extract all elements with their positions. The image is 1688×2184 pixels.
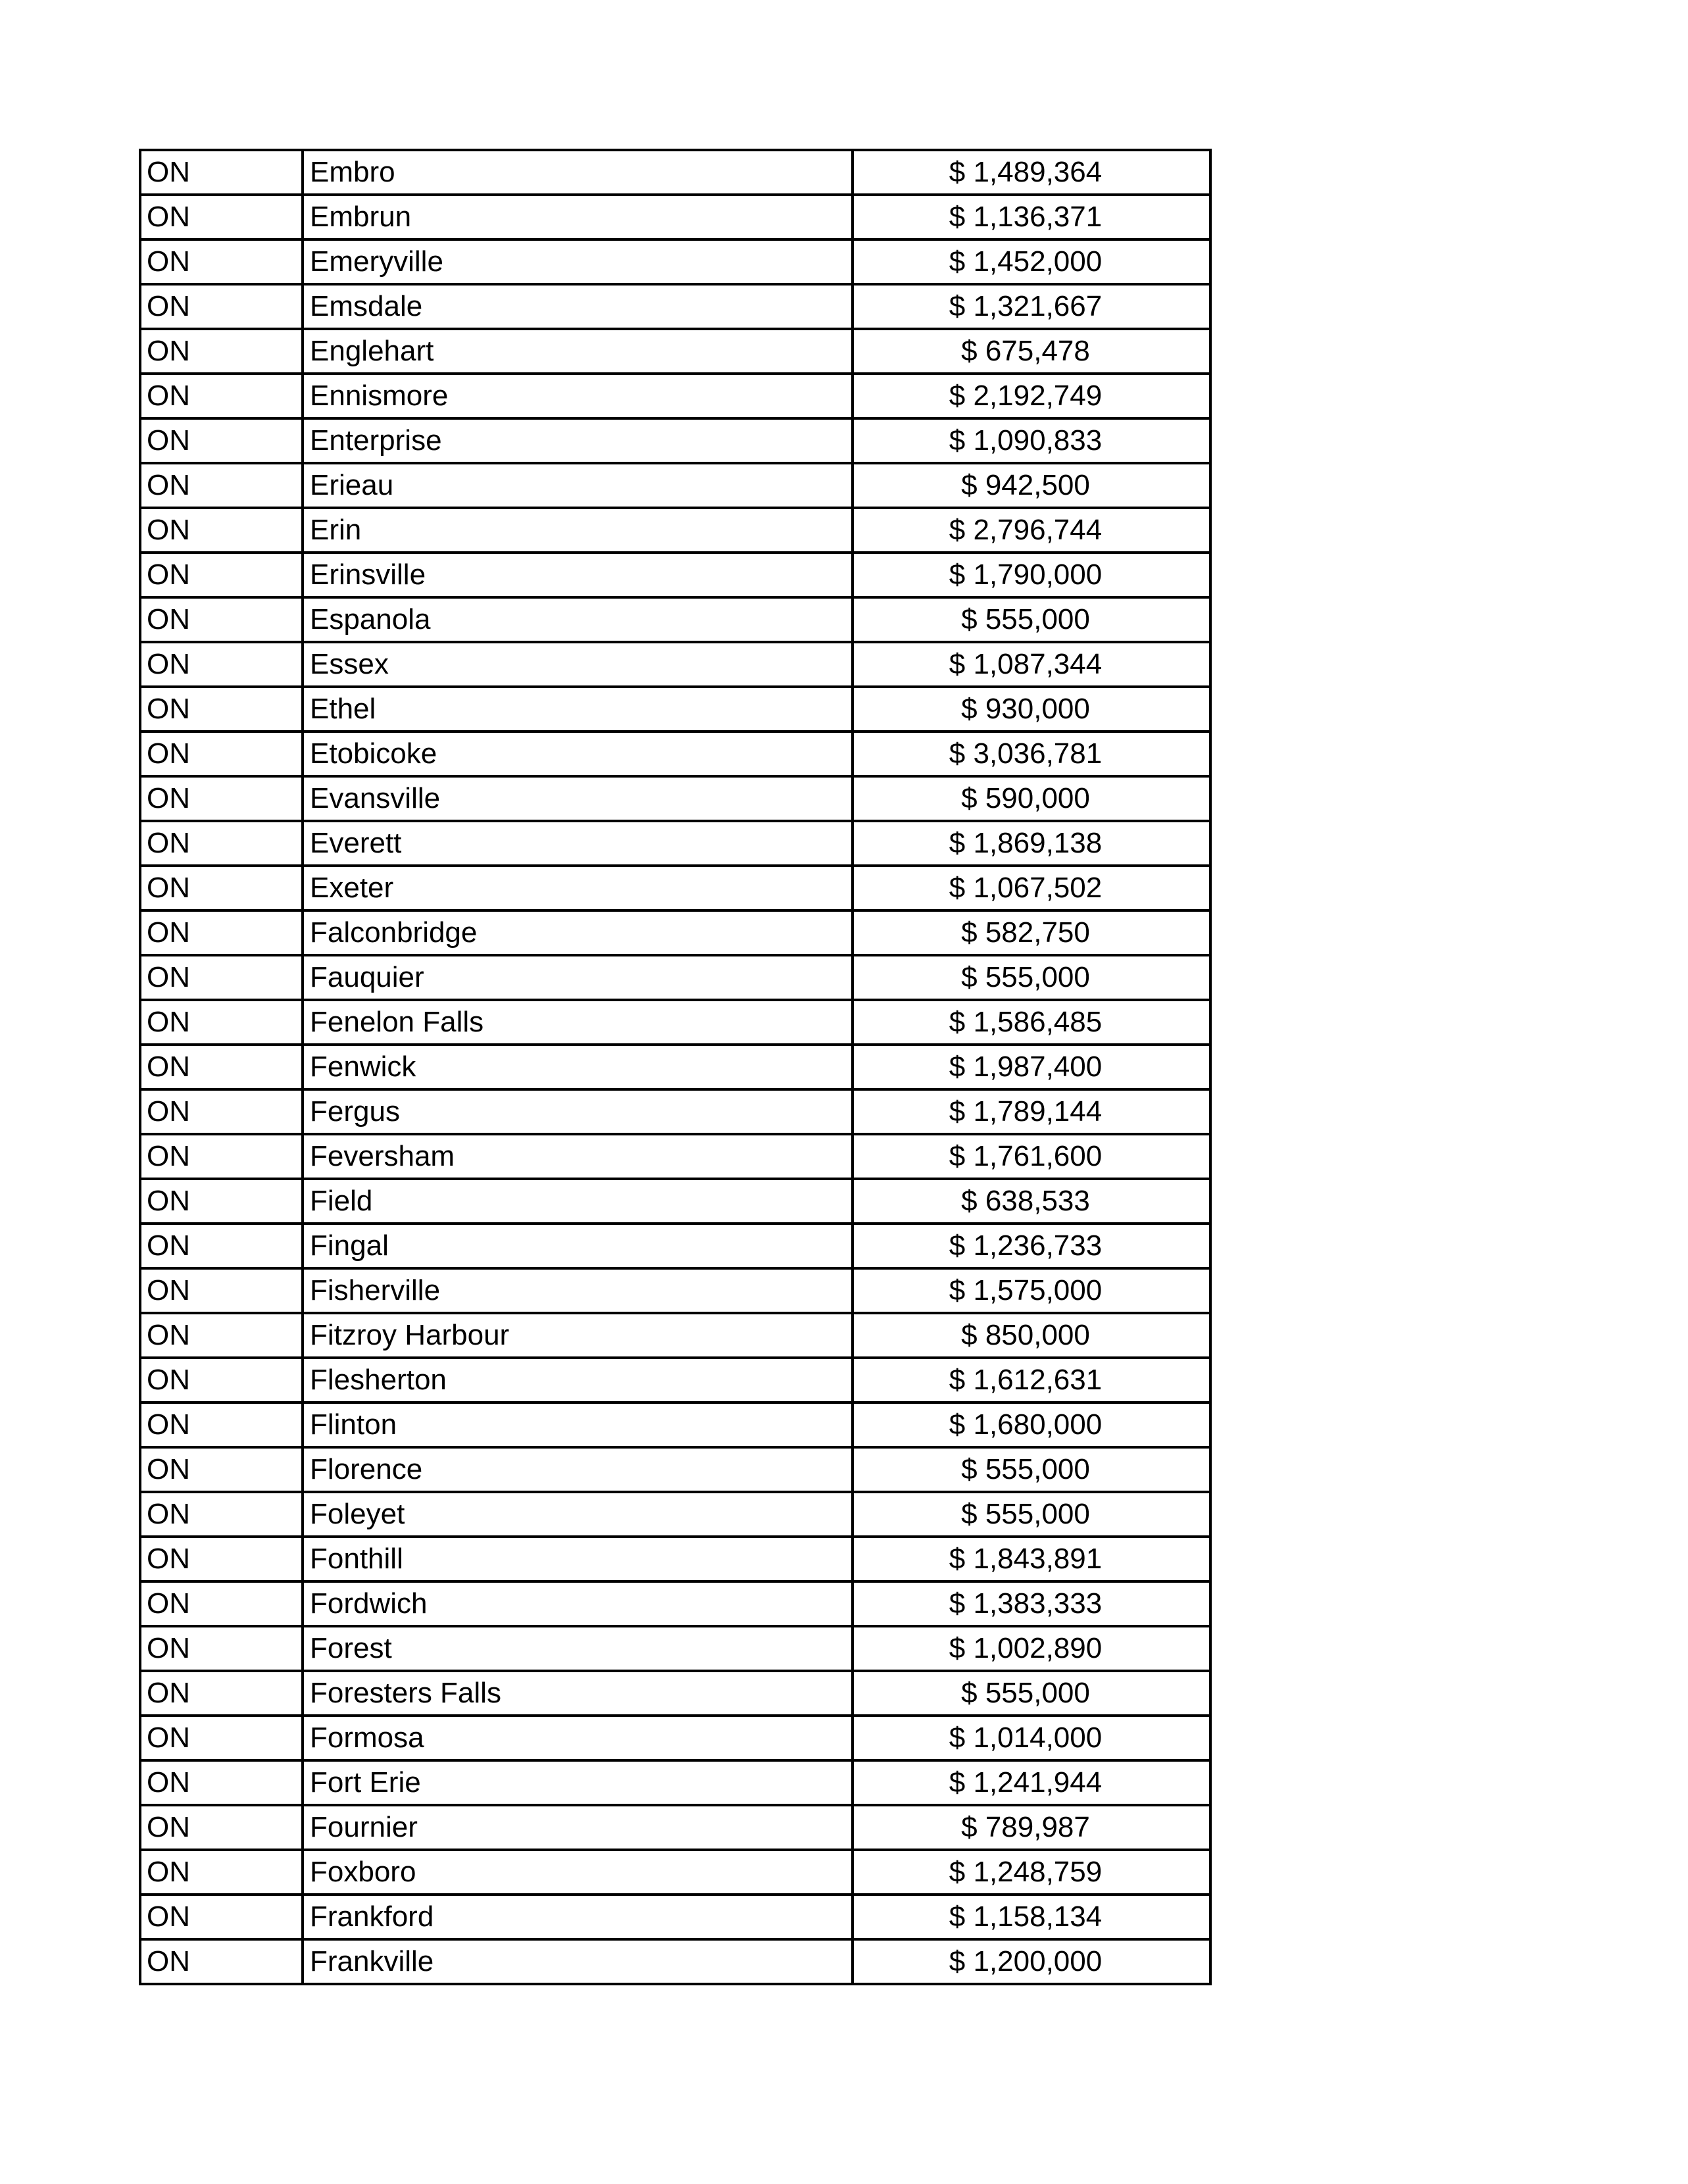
town-cell: Flesherton (303, 1358, 853, 1402)
table-row (140, 1492, 1210, 1537)
province-cell: ON (140, 1268, 303, 1313)
town-cell: Foleyet (303, 1492, 853, 1537)
province-cell: ON (140, 1000, 303, 1045)
value-cell: $ 1,612,631 (853, 1358, 1210, 1402)
table-row (140, 1179, 1210, 1224)
town-cell: Frankville (303, 1939, 853, 1984)
province-cell: ON (140, 1671, 303, 1716)
table-row (140, 1760, 1210, 1805)
province-cell: ON (140, 821, 303, 866)
province-cell: ON (140, 374, 303, 418)
value-cell: $ 1,586,485 (853, 1000, 1210, 1045)
province-cell: ON (140, 239, 303, 284)
table-row (140, 1805, 1210, 1850)
province-cell: ON (140, 776, 303, 821)
town-cell: Frankford (303, 1895, 853, 1939)
table-row (140, 1134, 1210, 1179)
province-cell: ON (140, 1179, 303, 1224)
town-cell: Espanola (303, 597, 853, 642)
value-cell: $ 3,036,781 (853, 732, 1210, 776)
province-cell: ON (140, 1402, 303, 1447)
table-row (140, 910, 1210, 955)
table-row (140, 239, 1210, 284)
town-cell: Fauquier (303, 955, 853, 1000)
table-row (140, 1000, 1210, 1045)
province-cell: ON (140, 1760, 303, 1805)
town-cell: Fitzroy Harbour (303, 1313, 853, 1358)
table-row (140, 1358, 1210, 1402)
province-cell: ON (140, 1492, 303, 1537)
town-cell: Etobicoke (303, 732, 853, 776)
value-cell: $ 789,987 (853, 1805, 1210, 1850)
province-cell: ON (140, 1089, 303, 1134)
value-cell: $ 1,321,667 (853, 284, 1210, 329)
table-row (140, 1850, 1210, 1895)
town-cell: Falconbridge (303, 910, 853, 955)
town-cell: Feversham (303, 1134, 853, 1179)
province-cell: ON (140, 687, 303, 732)
town-cell: Foresters Falls (303, 1671, 853, 1716)
table-row (140, 150, 1210, 195)
table-body (140, 150, 1210, 1984)
town-cell: Enterprise (303, 418, 853, 463)
town-cell: Fingal (303, 1224, 853, 1268)
town-cell: Embrun (303, 195, 853, 239)
value-cell: $ 1,248,759 (853, 1850, 1210, 1895)
value-cell: $ 555,000 (853, 1447, 1210, 1492)
value-cell: $ 555,000 (853, 597, 1210, 642)
value-cell: $ 582,750 (853, 910, 1210, 955)
value-cell: $ 1,987,400 (853, 1045, 1210, 1089)
value-cell: $ 1,383,333 (853, 1581, 1210, 1626)
province-cell: ON (140, 1313, 303, 1358)
table-row (140, 1268, 1210, 1313)
value-cell: $ 555,000 (853, 1671, 1210, 1716)
town-cell: Florence (303, 1447, 853, 1492)
value-cell: $ 2,796,744 (853, 508, 1210, 553)
value-cell: $ 1,136,371 (853, 195, 1210, 239)
province-cell: ON (140, 1358, 303, 1402)
province-cell: ON (140, 1447, 303, 1492)
value-cell: $ 675,478 (853, 329, 1210, 374)
town-cell: Embro (303, 150, 853, 195)
table-row (140, 1045, 1210, 1089)
province-cell: ON (140, 284, 303, 329)
province-cell: ON (140, 1626, 303, 1671)
table-row (140, 642, 1210, 687)
province-cell: ON (140, 508, 303, 553)
table-row (140, 418, 1210, 463)
table-row (140, 866, 1210, 910)
value-cell: $ 590,000 (853, 776, 1210, 821)
province-cell: ON (140, 910, 303, 955)
value-cell: $ 1,200,000 (853, 1939, 1210, 1984)
value-cell: $ 1,067,502 (853, 866, 1210, 910)
town-cell: Fonthill (303, 1537, 853, 1581)
value-cell: $ 1,575,000 (853, 1268, 1210, 1313)
province-cell: ON (140, 1850, 303, 1895)
value-cell: $ 1,869,138 (853, 821, 1210, 866)
table-row (140, 776, 1210, 821)
town-cell: Ennismore (303, 374, 853, 418)
province-cell: ON (140, 1134, 303, 1179)
value-cell: $ 1,789,144 (853, 1089, 1210, 1134)
town-cell: Fournier (303, 1805, 853, 1850)
value-cell: $ 850,000 (853, 1313, 1210, 1358)
table-row (140, 329, 1210, 374)
value-cell: $ 1,236,733 (853, 1224, 1210, 1268)
province-cell: ON (140, 418, 303, 463)
value-cell: $ 555,000 (853, 1492, 1210, 1537)
table-row (140, 508, 1210, 553)
town-cell: Exeter (303, 866, 853, 910)
table-row (140, 1939, 1210, 1984)
province-cell: ON (140, 1045, 303, 1089)
value-cell: $ 1,087,344 (853, 642, 1210, 687)
value-cell: $ 930,000 (853, 687, 1210, 732)
table-row (140, 553, 1210, 597)
province-cell: ON (140, 553, 303, 597)
table-row (140, 195, 1210, 239)
table-row (140, 1626, 1210, 1671)
value-cell: $ 1,158,134 (853, 1895, 1210, 1939)
table-row (140, 955, 1210, 1000)
table-row (140, 687, 1210, 732)
value-cell: $ 1,680,000 (853, 1402, 1210, 1447)
table-row (140, 1313, 1210, 1358)
town-cell: Fergus (303, 1089, 853, 1134)
province-cell: ON (140, 732, 303, 776)
value-cell: $ 1,489,364 (853, 150, 1210, 195)
town-cell: Englehart (303, 329, 853, 374)
data-table (139, 149, 1212, 1985)
table-row (140, 1402, 1210, 1447)
value-cell: $ 1,761,600 (853, 1134, 1210, 1179)
table-row (140, 1224, 1210, 1268)
table-row (140, 1089, 1210, 1134)
value-cell: $ 2,192,749 (853, 374, 1210, 418)
table-row (140, 732, 1210, 776)
town-cell: Fisherville (303, 1268, 853, 1313)
value-cell: $ 1,014,000 (853, 1716, 1210, 1760)
province-cell: ON (140, 642, 303, 687)
table-row (140, 821, 1210, 866)
town-cell: Fort Erie (303, 1760, 853, 1805)
town-cell: Erinsville (303, 553, 853, 597)
table-row (140, 463, 1210, 508)
town-cell: Essex (303, 642, 853, 687)
value-cell: $ 1,843,891 (853, 1537, 1210, 1581)
value-cell: $ 1,241,944 (853, 1760, 1210, 1805)
province-cell: ON (140, 1581, 303, 1626)
town-cell: Flinton (303, 1402, 853, 1447)
town-cell: Fenwick (303, 1045, 853, 1089)
value-cell: $ 1,002,890 (853, 1626, 1210, 1671)
town-cell: Evansville (303, 776, 853, 821)
value-cell: $ 1,452,000 (853, 239, 1210, 284)
town-cell: Field (303, 1179, 853, 1224)
province-cell: ON (140, 1716, 303, 1760)
value-cell: $ 555,000 (853, 955, 1210, 1000)
province-cell: ON (140, 329, 303, 374)
town-cell: Emsdale (303, 284, 853, 329)
province-cell: ON (140, 1537, 303, 1581)
value-cell: $ 1,090,833 (853, 418, 1210, 463)
province-cell: ON (140, 1805, 303, 1850)
town-cell: Fordwich (303, 1581, 853, 1626)
town-cell: Everett (303, 821, 853, 866)
town-cell: Foxboro (303, 1850, 853, 1895)
table-row (140, 1716, 1210, 1760)
town-cell: Fenelon Falls (303, 1000, 853, 1045)
town-cell: Erieau (303, 463, 853, 508)
province-cell: ON (140, 955, 303, 1000)
table-row (140, 1537, 1210, 1581)
table-row (140, 1581, 1210, 1626)
province-cell: ON (140, 597, 303, 642)
town-cell: Forest (303, 1626, 853, 1671)
province-cell: ON (140, 1224, 303, 1268)
table-row (140, 1671, 1210, 1716)
table-row (140, 374, 1210, 418)
value-cell: $ 638,533 (853, 1179, 1210, 1224)
province-cell: ON (140, 866, 303, 910)
table-row (140, 1895, 1210, 1939)
town-cell: Formosa (303, 1716, 853, 1760)
table-row (140, 597, 1210, 642)
province-cell: ON (140, 150, 303, 195)
town-cell: Ethel (303, 687, 853, 732)
town-cell: Erin (303, 508, 853, 553)
town-cell: Emeryville (303, 239, 853, 284)
province-cell: ON (140, 1895, 303, 1939)
table-row (140, 1447, 1210, 1492)
table-row (140, 284, 1210, 329)
province-cell: ON (140, 195, 303, 239)
province-cell: ON (140, 1939, 303, 1984)
value-cell: $ 1,790,000 (853, 553, 1210, 597)
province-cell: ON (140, 463, 303, 508)
value-cell: $ 942,500 (853, 463, 1210, 508)
